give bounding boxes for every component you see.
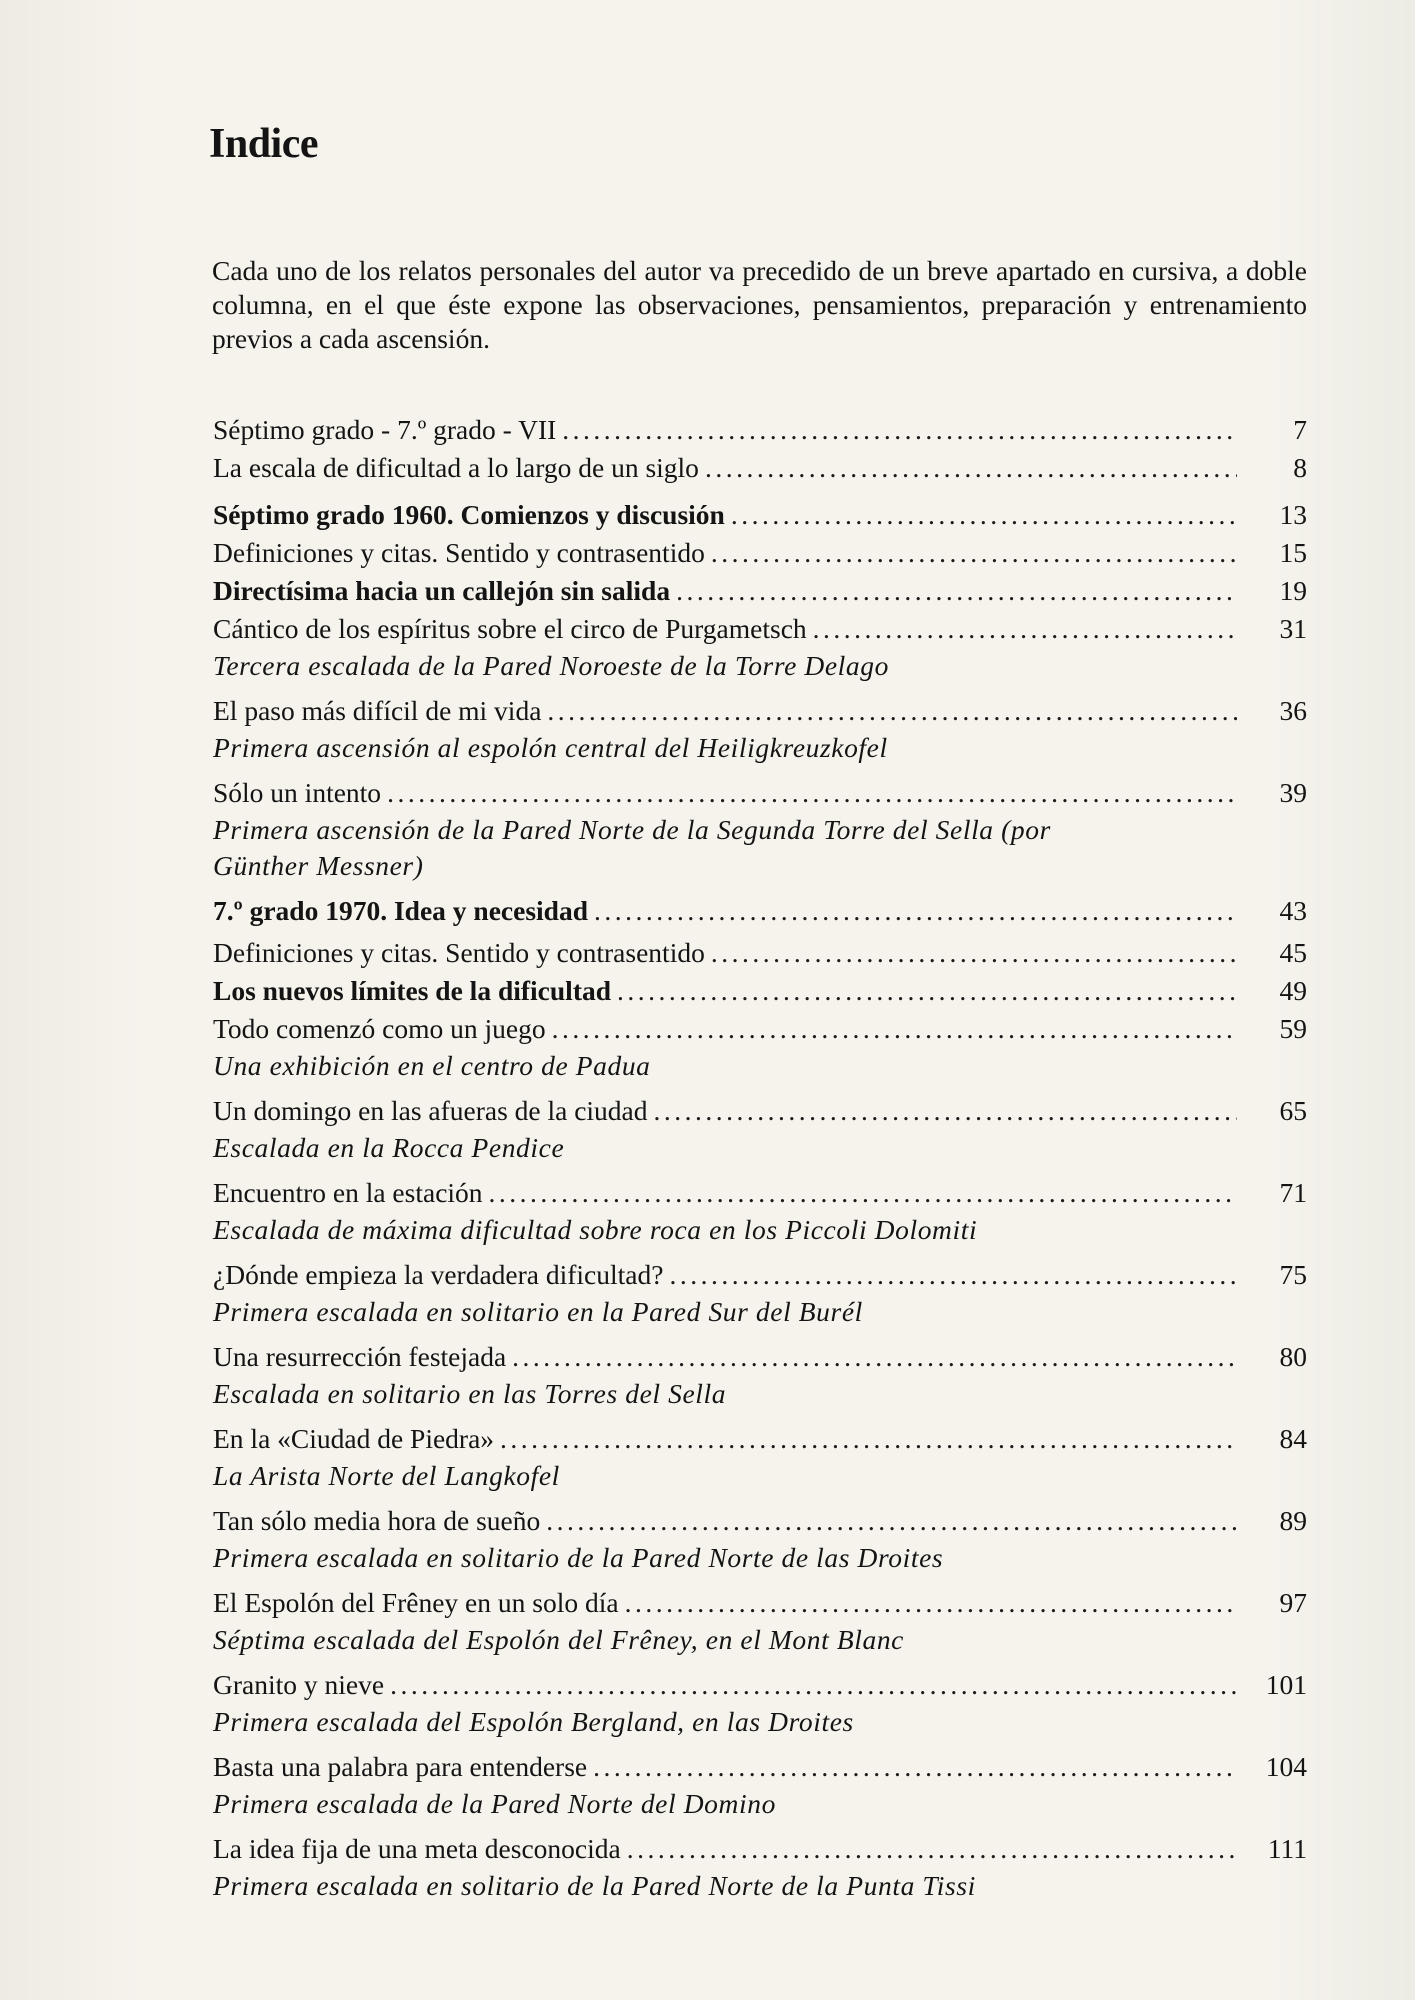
entry-page-number: 31 <box>1279 613 1307 644</box>
toc-entry-row <box>213 1338 1307 1376</box>
dot-leader <box>625 1584 1237 1622</box>
entry-title: 7.º grado 1970. Idea y necesidad <box>213 895 588 926</box>
toc-entry-row <box>213 534 1307 572</box>
entry-page-number: 36 <box>1279 695 1307 726</box>
toc-entry-row <box>213 1092 1307 1130</box>
toc-entry <box>213 1748 1307 1822</box>
entry-page-number: 19 <box>1279 575 1307 606</box>
toc-entry-row <box>213 1666 1307 1704</box>
entry-title: Cántico de los espíritus sobre el circo de Purgametsch <box>213 613 807 644</box>
dot-leader <box>654 1092 1237 1130</box>
entry-page-number: 45 <box>1279 937 1307 968</box>
entry-page-number: 49 <box>1279 975 1307 1006</box>
entry-subtitle: Escalada en la Rocca Pendice <box>213 1132 565 1163</box>
entry-title: Sólo un intento <box>213 777 382 808</box>
toc-entry <box>213 774 1307 884</box>
toc-entry <box>213 1010 1307 1084</box>
entry-page-number: 7 <box>1293 414 1307 445</box>
toc-entry <box>213 534 1307 572</box>
entry-subtitle: Primera escalada en solitario de la Pared Norte de la Punta Tissi <box>213 1870 976 1901</box>
entry-page-number: 89 <box>1279 1505 1307 1536</box>
toc-entry <box>213 1092 1307 1166</box>
toc-entry-row <box>213 1502 1307 1540</box>
toc-entry <box>213 1830 1307 1904</box>
entry-page-number: 80 <box>1279 1341 1307 1372</box>
toc-entry-row <box>213 1420 1307 1458</box>
toc-entry-row <box>213 411 1307 449</box>
entry-subtitle: Primera escalada del Espolón Bergland, en las Droites <box>213 1706 854 1737</box>
entry-page-number: 43 <box>1279 895 1307 926</box>
entry-title: Definiciones y citas. Sentido y contrasentido <box>213 937 705 968</box>
entry-subtitle: Una exhibición en el centro de Padua <box>213 1050 651 1081</box>
dot-leader <box>711 534 1237 572</box>
entry-page-number: 97 <box>1279 1587 1307 1618</box>
entry-subtitle: Escalada en solitario en las Torres del Sella <box>213 1378 727 1409</box>
dot-leader <box>813 610 1237 648</box>
dot-leader <box>676 572 1237 610</box>
entry-subtitle: Primera ascensión de la Pared Norte de la Segunda Torre del Sella (por Günther Messner) <box>213 814 1051 881</box>
toc-entry <box>213 449 1307 487</box>
entry-page-number: 71 <box>1279 1177 1307 1208</box>
toc-entry-row <box>213 572 1307 610</box>
entry-page-number: 8 <box>1293 452 1307 483</box>
toc-entry-row <box>213 934 1307 972</box>
entry-page-number: 104 <box>1265 1751 1307 1782</box>
entry-title: El Espolón del Frêney en un solo día <box>213 1587 619 1618</box>
entry-title: Todo comenzó como un juego <box>213 1013 546 1044</box>
entry-subtitle: Primera escalada en solitario en la Pared Sur del Burél <box>213 1296 863 1327</box>
entry-subtitle: La Arista Norte del Langkofel <box>213 1460 560 1491</box>
toc-entry <box>213 1174 1307 1248</box>
entry-title: Tan sólo media hora de sueño <box>213 1505 541 1536</box>
toc-entry <box>213 1420 1307 1494</box>
dot-leader <box>731 496 1237 534</box>
entry-title: Séptimo grado 1960. Comienzos y discusión <box>213 499 725 530</box>
dot-leader <box>562 411 1237 449</box>
toc-entry-row <box>213 892 1307 930</box>
toc-entry-row <box>213 1748 1307 1786</box>
toc-entry-row <box>213 1584 1307 1622</box>
toc-entry-row <box>213 774 1307 812</box>
entry-page-number: 13 <box>1279 499 1307 530</box>
entry-title: Los nuevos límites de la dificultad <box>213 975 612 1006</box>
toc-entry <box>213 934 1307 972</box>
entry-page-number: 111 <box>1267 1833 1307 1864</box>
toc-entry <box>213 411 1307 449</box>
entry-title: El paso más difícil de mi vida <box>213 695 542 726</box>
entry-page-number: 65 <box>1279 1095 1307 1126</box>
entry-page-number: 59 <box>1279 1013 1307 1044</box>
toc-entry <box>213 1256 1307 1330</box>
toc-entry <box>213 572 1307 610</box>
entry-title: Una resurrección festejada <box>213 1341 507 1372</box>
entry-title: Un domingo en las afueras de la ciudad <box>213 1095 648 1126</box>
toc-entry-row <box>213 1174 1307 1212</box>
dot-leader <box>711 934 1237 972</box>
dot-leader <box>552 1010 1237 1048</box>
dot-leader <box>546 1502 1237 1540</box>
entry-title: Encuentro en la estación <box>213 1177 483 1208</box>
toc-entry <box>213 496 1307 534</box>
toc-entry-row <box>213 692 1307 730</box>
dot-leader <box>705 449 1237 487</box>
entry-title: Basta una palabra para entenderse <box>213 1751 588 1782</box>
entry-title: La escala de dificultad a lo largo de un siglo <box>213 452 699 483</box>
entry-subtitle: Séptima escalada del Espolón del Frêney, en el Mont Blanc <box>213 1624 904 1655</box>
entry-title: Definiciones y citas. Sentido y contrasentido <box>213 537 705 568</box>
toc-entry-row <box>213 449 1307 487</box>
entry-subtitle: Escalada de máxima dificultad sobre roca en los Piccoli Dolomiti <box>213 1214 978 1245</box>
toc-entry <box>213 892 1307 930</box>
toc-entry-row <box>213 1010 1307 1048</box>
entry-title: Directísima hacia un callejón sin salida <box>213 575 671 606</box>
toc-entry-row <box>213 1830 1307 1868</box>
toc-entry <box>213 972 1307 1010</box>
toc-entry <box>213 1502 1307 1576</box>
entry-subtitle: Primera escalada en solitario de la Pared Norte de las Droites <box>213 1542 944 1573</box>
dot-leader <box>594 892 1237 930</box>
dot-leader <box>512 1338 1237 1376</box>
intro-paragraph: Cada uno de los relatos personales del autor va precedido de un breve apartado en cursiva, a doble columna, en el que éste expone las observaciones, pensamientos, preparación y entrenamiento previos a cada ascensión. <box>212 255 1307 354</box>
dot-leader <box>627 1830 1237 1868</box>
dot-leader <box>500 1420 1237 1458</box>
dot-leader <box>617 972 1237 1010</box>
entry-title: Séptimo grado - 7.º grado - VII <box>213 414 557 445</box>
dot-leader <box>547 692 1237 730</box>
toc-entry <box>213 610 1307 684</box>
entry-page-number: 84 <box>1279 1423 1307 1454</box>
toc-entry-row <box>213 972 1307 1010</box>
table-of-contents <box>213 411 1307 1904</box>
dot-leader <box>593 1748 1237 1786</box>
entry-subtitle: Primera escalada de la Pared Norte del Domino <box>213 1788 776 1819</box>
page-title: Indice <box>209 121 319 167</box>
entry-subtitle: Tercera escalada de la Pared Noroeste de la Torre Delago <box>213 650 889 681</box>
toc-entry-row <box>213 1256 1307 1294</box>
dot-leader <box>669 1256 1237 1294</box>
toc-entry <box>213 1666 1307 1740</box>
toc-entry <box>213 1338 1307 1412</box>
entry-title: En la «Ciudad de Piedra» <box>213 1423 495 1454</box>
entry-page-number: 39 <box>1279 777 1307 808</box>
entry-page-number: 75 <box>1279 1259 1307 1290</box>
dot-leader <box>387 774 1237 812</box>
entry-page-number: 15 <box>1279 537 1307 568</box>
entry-title: Granito y nieve <box>213 1669 385 1700</box>
toc-entry-row <box>213 496 1307 534</box>
dot-leader <box>489 1174 1237 1212</box>
dot-leader <box>390 1666 1237 1704</box>
entry-title: La idea fija de una meta desconocida <box>213 1833 621 1864</box>
entry-page-number: 101 <box>1265 1669 1307 1700</box>
toc-entry <box>213 1584 1307 1658</box>
toc-entry-row <box>213 610 1307 648</box>
entry-title: ¿Dónde empieza la verdadera dificultad? <box>213 1259 664 1290</box>
toc-entry <box>213 692 1307 766</box>
entry-subtitle: Primera ascensión al espolón central del Heiligkreuzkofel <box>213 732 888 763</box>
